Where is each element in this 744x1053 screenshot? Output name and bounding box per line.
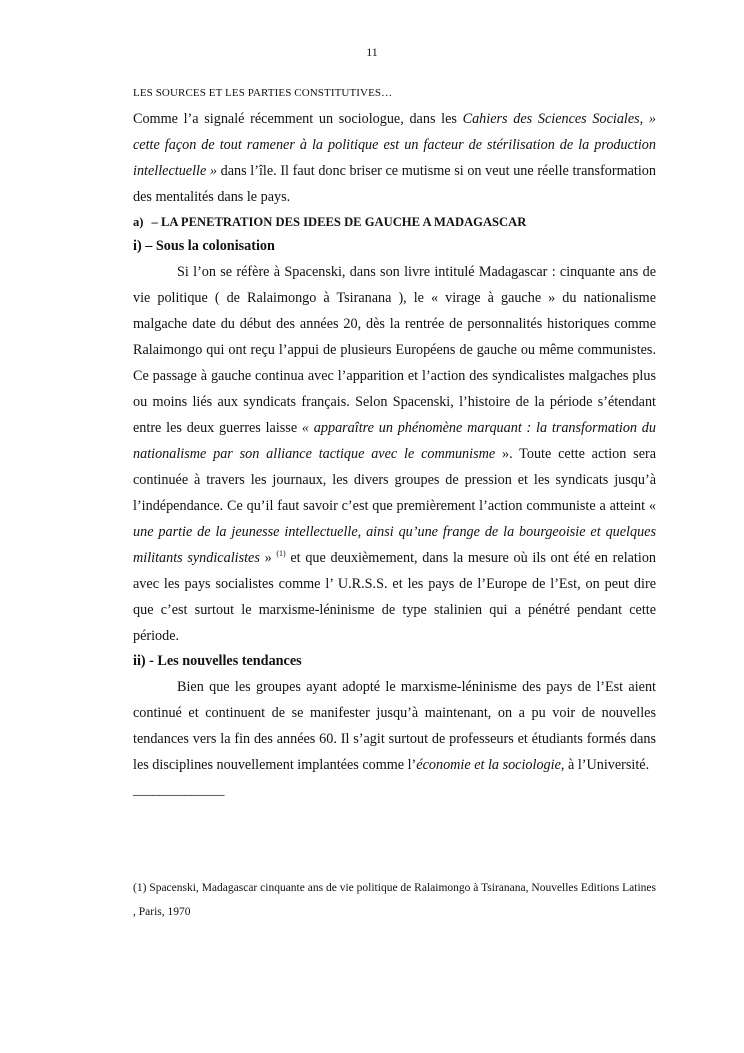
intro-quote: Cahiers des Sciences Sociales, » cette façon de tout ramener à la politique est un facteur de stérilisation de la production intellectuelle » — [133, 111, 657, 179]
page-body — [133, 82, 656, 804]
section-ii-text-2: , à l’Université. — [560, 757, 650, 773]
section-i-text-2: ». Toute cette action sera continuée à travers les journaux, les divers groupes de pression et les syndicats jusqu’à l’indépendance. Ce qu’il faut savoir c’est que premièrement l’action communiste a atteint « — [133, 446, 657, 514]
section-a-heading — [133, 210, 656, 234]
page-number: 11 — [366, 45, 378, 59]
section-ii-text-1: Bien que les groupes ayant adopté le marxisme-léninisme des pays de l’Est aient continué et continuent de se manifester jusqu’à maintenant, on a pu voir de nouvelles tendances vers la fin des années 60. Il s’agit surtout de professeurs et étudiants formés dans les disciplines nouvellement implantées comme l’ — [133, 679, 656, 773]
section-a-number: a) — [133, 215, 144, 229]
section-i-paragraph — [133, 259, 656, 649]
footnote-reference: (1) — [276, 549, 286, 558]
section-i-quote-2: une partie de la jeunesse intellectuelle, ainsi qu’une frange de la bourgeoisie et quelques militants syndicalistes — [133, 524, 656, 566]
intro-paragraph — [133, 106, 656, 210]
section-i-text-1: Si l’on se réfère à Spacenski, dans son livre intitulé Madagascar : cinquante ans de vie politique ( de Ralaimongo à Tsiranana ), le « virage à gauche » du nationalisme malgache date du début des années 20, dès la rentrée de personnalités historiques comme Ralaimongo qui ont reçu l’appui de plusieurs Européens de gauche ou même communistes. Ce passage à gauche continua avec l’apparition et l’action des syndicalistes malgaches plus ou moins liés aux syndicats français. Selon Spacenski, l’histoire de la période s’étendant entre les deux guerres laisse — [133, 264, 656, 436]
section-a-title: – LA PENETRATION DES IDEES DE GAUCHE A MADAGASCAR — [151, 215, 527, 229]
section-i-text-4: et que deuxièmement, dans la mesure où ils ont été en relation avec les pays socialistes comme l’ U.R.S.S. et les pays de l’Europe de l’Est, on peut dire que c’est surtout le marxisme-léninisme de type stalinien qui a pénétré pendant cette période. — [133, 550, 657, 644]
section-i-quote-1: « apparaître un phénomène marquant : la transformation du nationalisme par son alliance tactique avec le communisme — [133, 420, 656, 462]
intro-text-end: dans l’île. Il faut donc briser ce mutisme si on veut une réelle transformation des mentalités dans le pays. — [133, 163, 656, 205]
section-ii-heading: ii) - Les nouvelles tendances — [133, 653, 302, 669]
section-ii-paragraph — [133, 674, 656, 778]
footnote: (1) Spacenski, Madagascar cinquante ans de vie politique de Ralaimongo à Tsiranana, Nouvelles Editions Latines , Paris, 1970 — [133, 882, 656, 918]
running-head: LES SOURCES ET LES PARTIES CONSTITUTIVES… — [133, 87, 393, 99]
intro-text-start: Comme l’a signalé récemment un sociologue, dans les — [133, 111, 463, 127]
section-ii-italic: économie et la sociologie — [416, 757, 561, 773]
section-i-heading: i) – Sous la colonisation — [133, 238, 275, 254]
section-i-text-3: » — [259, 550, 277, 566]
footnote-separator: ______________ — [133, 783, 224, 798]
